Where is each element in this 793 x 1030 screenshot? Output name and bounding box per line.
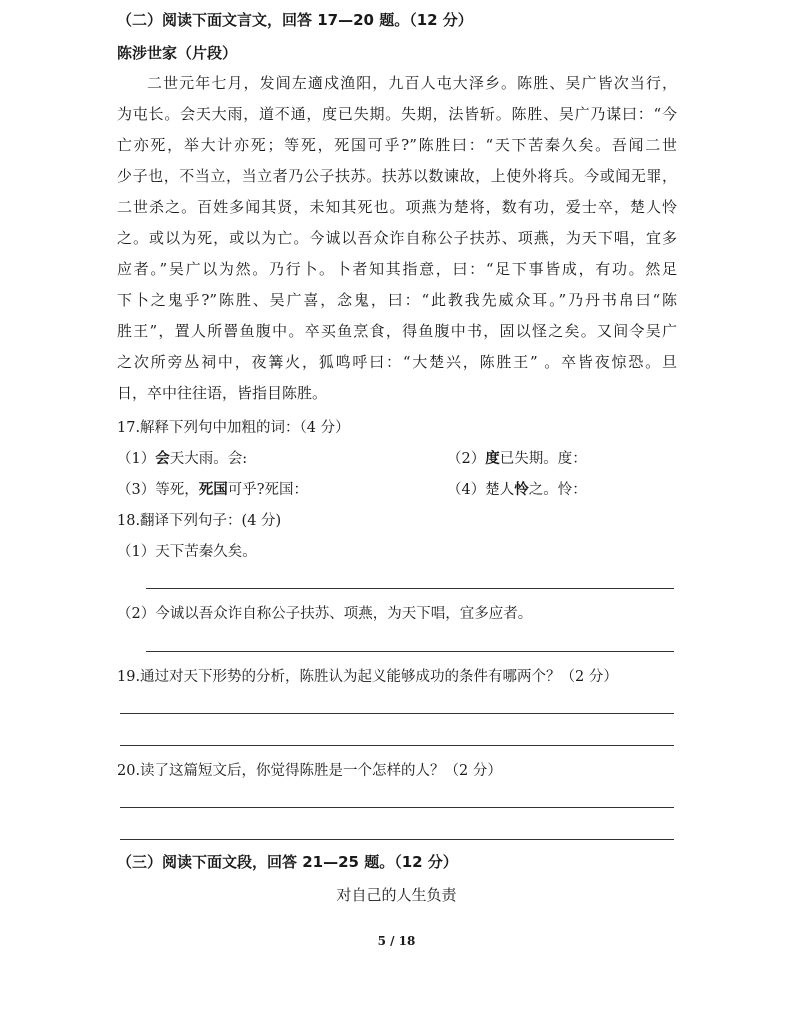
q19-stem: 19.通过对天下形势的分析，陈胜认为起义能够成功的条件有哪两个？（2 分） <box>117 669 618 685</box>
q18-stem: 18.翻译下列句子：(4 分) <box>117 513 282 529</box>
answer-line <box>146 651 674 652</box>
q17-item-4 <box>447 480 587 500</box>
answer-line <box>120 839 674 840</box>
passage-line: 应者。”吴广以为然。乃行卜。卜者知其指意，曰：“足下事皆成，有功。然足 <box>117 260 677 278</box>
passage-line: 为屯长。会天大雨，道不通，度已失期。失期，法皆斩。陈胜、吴广乃谋曰：“今 <box>117 105 677 123</box>
answer-line <box>146 588 674 589</box>
q17-bold-word: 死国 <box>198 482 228 498</box>
q18-item-2: （2）今诚以吾众诈自称公子扶苏、项燕，为天下唱，宜多应者。 <box>117 606 533 622</box>
q18-item-1: （1）天下苦秦久矣。 <box>117 544 257 560</box>
q17-item-prefix: （2） <box>447 451 486 467</box>
q17-bold-word: 怜 <box>514 482 529 498</box>
answer-line <box>120 713 674 714</box>
passage-line: 日，卒中往往语，皆指目陈胜。 <box>117 384 328 402</box>
passage-line: 二世元年七月，发闾左適戍渔阳，九百人屯大泽乡。陈胜、吴广皆次当行， <box>147 74 677 92</box>
q17-stem: 17.解释下列句中加粗的词：（4 分） <box>117 420 350 436</box>
section-2-heading: （二）阅读下面文言文，回答 17—20 题。（12 分） <box>117 11 473 29</box>
q20-stem: 20.读了这篇短文后，你觉得陈胜是一个怎样的人？（2 分） <box>117 763 502 779</box>
section-3-heading: （三）阅读下面文段，回答 21—25 题。（12 分） <box>117 853 458 871</box>
q17-bold-word: 会 <box>155 451 170 467</box>
q17-item-prefix: （3）等死， <box>117 482 199 498</box>
q17-item-1 <box>117 449 247 469</box>
q17-item-suffix: 可乎?死国： <box>227 482 309 498</box>
q17-item-suffix: 已失期。度： <box>499 451 587 467</box>
section-3-article-title: 对自己的人生负责 <box>336 886 457 904</box>
q17-bold-word: 度 <box>485 451 500 467</box>
passage-line: 之次所旁丛祠中，夜篝火，狐鸣呼曰：“大楚兴，陈胜王” 。卒皆夜惊恐。旦 <box>117 353 677 371</box>
page-number: 5 / 18 <box>377 934 416 948</box>
passage-line: 胜王”，置人所罾鱼腹中。卒买鱼烹食，得鱼腹中书，固以怪之矣。又间令吴广 <box>117 322 677 340</box>
passage-line: 下卜之鬼乎?”陈胜、吴广喜，念鬼，曰：“此教我先威众耳。”乃丹书帛曰“陈 <box>117 291 677 309</box>
passage-line: 亡亦死，举大计亦死；等死，死国可乎?”陈胜曰：“天下苦秦久矣。吾闻二世 <box>117 136 677 154</box>
q17-item-prefix: （4）楚人 <box>447 482 515 498</box>
q17-item-3 <box>117 480 308 500</box>
passage-line: 少子也，不当立，当立者乃公子扶苏。扶苏以数谏故，上使外将兵。今或闻无罪， <box>117 167 677 185</box>
q17-item-suffix: 之。怜： <box>528 482 587 498</box>
passage-title: 陈涉世家（片段） <box>117 44 238 62</box>
q17-item-2 <box>447 449 587 469</box>
classical-passage <box>117 68 677 409</box>
q17-item-suffix: 天大雨。会: <box>169 451 248 467</box>
q17-item-prefix: （1） <box>117 451 156 467</box>
passage-line: 二世杀之。百姓多闻其贤，未知其死也。项燕为楚将，数有功，爱士卒，楚人怜 <box>117 198 677 216</box>
passage-line: 之。或以为死，或以为亡。今诚以吾众诈自称公子扶苏、项燕，为天下唱，宜多 <box>117 229 677 247</box>
answer-line <box>120 807 674 808</box>
answer-line <box>120 745 674 746</box>
